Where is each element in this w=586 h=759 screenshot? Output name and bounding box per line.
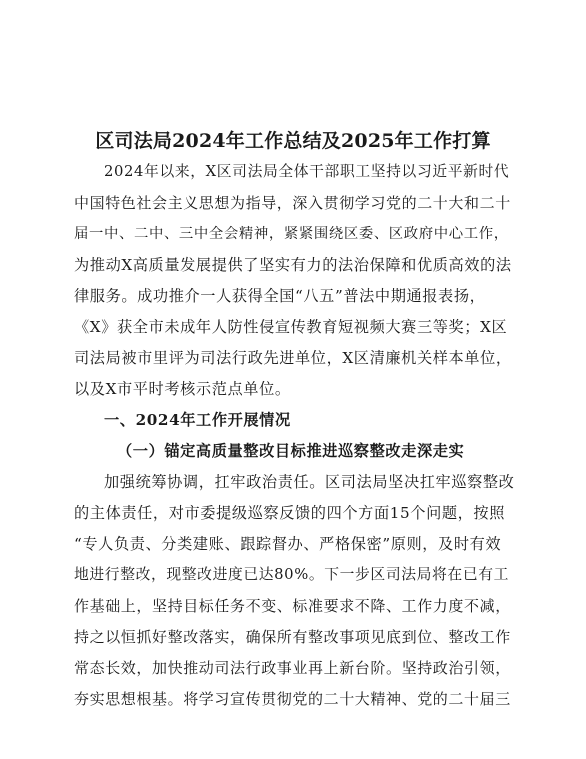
paragraph-line: 以及X市平时考核示范点单位。: [74, 380, 291, 398]
paragraph-line: 夯实思想根基。将学习宣传贯彻党的二十大精神、党的二十届三: [74, 690, 511, 708]
paragraph-line: 常态长效，加快推动司法行政事业再上新台阶。坚持政治引领，: [74, 659, 511, 677]
paragraph-line: 届一中、二中、三中全会精神，紧紧围绕区委、区政府中心工作，: [74, 226, 509, 242]
document-title: 区司法局2024年工作总结及2025年工作打算: [95, 130, 491, 152]
paragraph-line: “专人负责、分类建账、跟踪督办、严格保密”原则，及时有效: [74, 535, 502, 553]
section-heading: 一、2024年工作开展情况: [104, 411, 291, 429]
paragraph-line: 作基础上，坚持目标任务不变、标准要求不降、工作力度不减，: [74, 597, 511, 615]
paragraph-line: 为推动X高质量发展提供了坚实有力的法治保障和优质高效的法: [74, 256, 512, 274]
paragraph-line: 2024年以来，X区司法局全体干部职工坚持以习近平新时代: [104, 163, 510, 180]
paragraph-line: 加强统筹协调，扛牢政治责任。区司法局坚决扛牢巡察整改: [104, 473, 515, 491]
paragraph-line: 中国特色社会主义思想为指导，深入贯彻学习党的二十大和二十: [74, 194, 511, 212]
subsection-heading: （一）锚定高质量整改目标推进巡察整改走深走实: [117, 442, 465, 460]
paragraph-line: 地进行整改，现整改进度已达80%。下一步区司法局将在已有工: [74, 566, 510, 583]
paragraph-line: 持之以恒抓好整改落实，确保所有整改事项见底到位、整改工作: [74, 628, 511, 646]
paragraph-line: 司法局被市里评为司法行政先进单位，X区清廉机关样本单位，: [74, 349, 512, 367]
paragraph-line: 律服务。成功推介一人获得全国“八五”普法中期通报表扬，: [74, 287, 486, 305]
paragraph-line: 《X》获全市未成年人防性侵宣传教育短视频大赛三等奖；X区: [74, 318, 508, 336]
paragraph-line: 的主体责任，对市委提级巡察反馈的四个方面15个问题，按照: [74, 504, 506, 522]
